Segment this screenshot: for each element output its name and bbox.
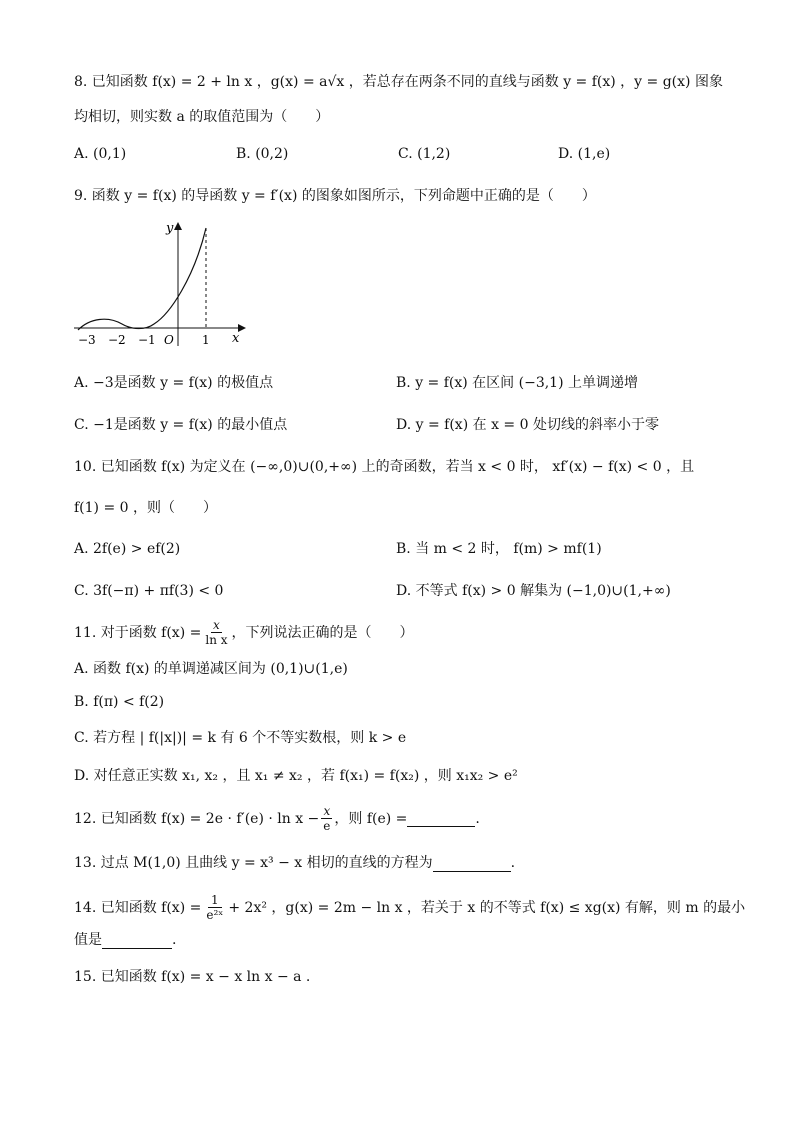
q14-prefix: 14. 已知函数 f(x) = xyxy=(74,899,202,916)
q11-stem-prefix: 11. 对于函数 f(x) = xyxy=(74,624,202,641)
q13-answer-blank[interactable] xyxy=(433,855,511,872)
q9-stem: 9. 函数 y = f(x) 的导函数 y = f′(x) 的图象如图所示，下列命题中正确的是（ ） xyxy=(74,188,596,204)
tick-minus3: −3 xyxy=(78,333,96,347)
q14-suffix: + 2x² ，g(x) = 2m − ln x ，若关于 x 的不等式 f(x) ≤ xg(x) 有解，则 m 的最小 xyxy=(228,899,746,916)
q10-option-b: B. 当 m < 2 时， f(m) > mf(1) xyxy=(396,541,602,557)
derivative-curve xyxy=(78,228,206,330)
q9-option-c: C. −1是函数 y = f(x) 的最小值点 xyxy=(74,417,288,433)
q11-fraction xyxy=(203,618,229,647)
q9-option-b: B. y = f(x) 在区间 (−3,1) 上单调递增 xyxy=(396,375,638,391)
q14-answer-blank[interactable] xyxy=(102,932,172,949)
x-axis-label: x xyxy=(232,331,240,346)
q8-option-c: C. (1,2) xyxy=(398,146,451,162)
q9-option-a: A. −3是函数 y = f(x) 的极值点 xyxy=(74,375,274,391)
q11-frac-den: ln x xyxy=(205,633,228,647)
q11-option-b: B. f(π) < f(2) xyxy=(74,694,165,710)
y-axis-label: y xyxy=(166,221,174,236)
q11-frac-num: x xyxy=(213,618,220,632)
q12-frac-num: x xyxy=(323,804,331,818)
q14-end: . xyxy=(172,932,177,948)
origin-label: O xyxy=(164,333,174,347)
q8-option-d: D. (1,e) xyxy=(558,146,611,162)
q12-answer-blank[interactable] xyxy=(407,810,475,827)
q14-fraction xyxy=(203,893,226,922)
y-axis-arrow xyxy=(174,222,182,230)
q11-option-a: A. 函数 f(x) 的单调递减区间为 (0,1)∪(1,e) xyxy=(74,661,348,677)
q13-stem xyxy=(74,853,515,873)
q9-derivative-graph xyxy=(70,218,250,350)
q12-end: . xyxy=(475,810,480,827)
q10-option-c: C. 3f(−π) + πf(3) < 0 xyxy=(74,583,224,599)
q15-stem: 15. 已知函数 f(x) = x − x ln x − a . xyxy=(74,969,311,985)
q10-stem-line2: f(1) = 0 ，则（ ） xyxy=(74,500,218,516)
tick-1: 1 xyxy=(202,333,210,347)
q13-text: 13. 过点 M(1,0) 且曲线 y = x³ − x 相切的直线的方程为 xyxy=(74,855,433,871)
q8-stem-line2: 均相切，则实数 a 的取值范围为（ ） xyxy=(74,109,330,125)
q14-frac-den: e²ˣ xyxy=(206,908,224,922)
q10-option-d: D. 不等式 f(x) > 0 解集为 (−1,0)∪(1,+∞) xyxy=(396,583,671,599)
q12-prefix: 12. 已知函数 f(x) = 2e · f′(e) · ln x − xyxy=(74,810,320,827)
q11-option-d: D. 对任意正实数 x₁, x₂ ，且 x₁ ≠ x₂ ，若 f(x₁) = f(x₂) ，则 x₁x₂ > e² xyxy=(74,768,518,784)
q11-option-c: C. 若方程 | f(|x|)| = k 有 6 个不等实数根，则 k > e xyxy=(74,730,407,746)
q14-stem-line1 xyxy=(74,893,745,922)
q12-frac-den: e xyxy=(323,819,331,833)
q14-frac-num: 1 xyxy=(208,893,222,908)
q13-end: . xyxy=(510,855,516,871)
q11-stem-suffix: ，下列说法正确的是（ ） xyxy=(231,624,414,641)
q8-stem-line1: 8. 已知函数 f(x) = 2 + ln x ，g(x) = a√x ，若总存在两条不同的直线与函数 y = f(x) ，y = g(x) 图象 xyxy=(74,74,723,90)
q11-stem xyxy=(74,618,414,647)
tick-minus1: −1 xyxy=(138,333,156,347)
q12-suffix: ，则 f(e) = xyxy=(334,810,408,827)
q12-fraction xyxy=(321,804,332,833)
q12-stem xyxy=(74,804,480,833)
q14-line2: 值是 xyxy=(74,932,102,948)
q14-stem-line2 xyxy=(74,930,176,950)
q8-option-b: B. (0,2) xyxy=(236,146,289,162)
q10-option-a: A. 2f(e) > ef(2) xyxy=(74,541,181,557)
q10-stem-line1: 10. 已知函数 f(x) 为定义在 (−∞,0)∪(0,+∞) 上的奇函数，若当 x < 0 时， xf′(x) − f(x) < 0 ，且 xyxy=(74,459,695,475)
q8-option-a: A. (0,1) xyxy=(74,146,127,162)
q9-option-d: D. y = f(x) 在 x = 0 处切线的斜率小于零 xyxy=(396,417,659,433)
tick-minus2: −2 xyxy=(108,333,126,347)
